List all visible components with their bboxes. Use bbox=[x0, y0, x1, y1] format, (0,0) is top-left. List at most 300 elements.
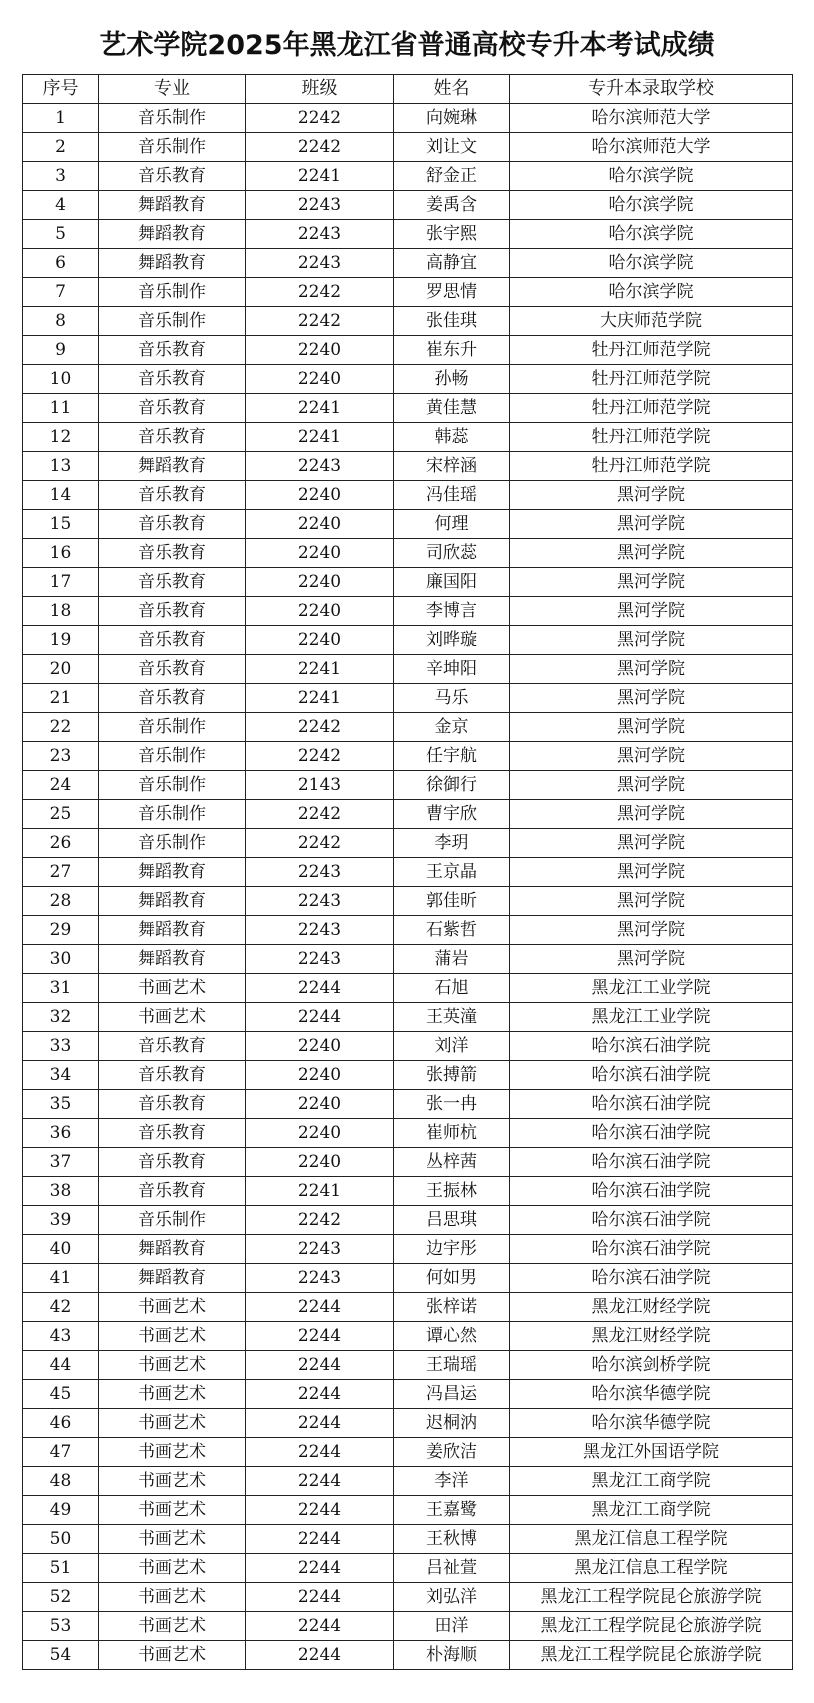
cell-name: 高静宜 bbox=[394, 249, 510, 278]
cell-index: 53 bbox=[23, 1612, 99, 1641]
table-row bbox=[23, 1206, 793, 1235]
cell-school: 哈尔滨学院 bbox=[510, 249, 793, 278]
cell-class: 2240 bbox=[246, 626, 394, 655]
cell-name: 崔东升 bbox=[394, 336, 510, 365]
cell-school: 黑河学院 bbox=[510, 510, 793, 539]
cell-class: 2242 bbox=[246, 278, 394, 307]
table-row bbox=[23, 133, 793, 162]
cell-major: 书画艺术 bbox=[99, 1496, 246, 1525]
cell-school: 牡丹江师范学院 bbox=[510, 336, 793, 365]
header-major: 专业 bbox=[99, 75, 246, 104]
cell-name: 张一冉 bbox=[394, 1090, 510, 1119]
cell-class: 2241 bbox=[246, 394, 394, 423]
cell-index: 11 bbox=[23, 394, 99, 423]
cell-index: 36 bbox=[23, 1119, 99, 1148]
table-row bbox=[23, 1612, 793, 1641]
cell-index: 3 bbox=[23, 162, 99, 191]
cell-school: 哈尔滨石油学院 bbox=[510, 1090, 793, 1119]
cell-index: 28 bbox=[23, 887, 99, 916]
cell-class: 2244 bbox=[246, 1525, 394, 1554]
cell-index: 27 bbox=[23, 858, 99, 887]
cell-name: 朴海顺 bbox=[394, 1641, 510, 1670]
cell-name: 张佳琪 bbox=[394, 307, 510, 336]
cell-school: 黑河学院 bbox=[510, 481, 793, 510]
table-row bbox=[23, 1003, 793, 1032]
table-row bbox=[23, 1061, 793, 1090]
cell-index: 26 bbox=[23, 829, 99, 858]
cell-school: 黑河学院 bbox=[510, 916, 793, 945]
cell-school: 哈尔滨师范大学 bbox=[510, 104, 793, 133]
table-row bbox=[23, 539, 793, 568]
cell-name: 谭心然 bbox=[394, 1322, 510, 1351]
cell-class: 2243 bbox=[246, 220, 394, 249]
cell-index: 39 bbox=[23, 1206, 99, 1235]
cell-class: 2243 bbox=[246, 887, 394, 916]
cell-school: 哈尔滨剑桥学院 bbox=[510, 1351, 793, 1380]
cell-name: 刘让文 bbox=[394, 133, 510, 162]
table-row bbox=[23, 1148, 793, 1177]
cell-name: 姜欣洁 bbox=[394, 1438, 510, 1467]
cell-index: 30 bbox=[23, 945, 99, 974]
cell-major: 音乐教育 bbox=[99, 336, 246, 365]
cell-class: 2244 bbox=[246, 1583, 394, 1612]
cell-school: 哈尔滨石油学院 bbox=[510, 1061, 793, 1090]
cell-major: 舞蹈教育 bbox=[99, 858, 246, 887]
cell-major: 音乐教育 bbox=[99, 1148, 246, 1177]
cell-major: 音乐教育 bbox=[99, 1177, 246, 1206]
cell-major: 音乐制作 bbox=[99, 278, 246, 307]
cell-class: 2143 bbox=[246, 771, 394, 800]
cell-major: 书画艺术 bbox=[99, 1525, 246, 1554]
table-row bbox=[23, 1525, 793, 1554]
table-row bbox=[23, 423, 793, 452]
cell-major: 书画艺术 bbox=[99, 1293, 246, 1322]
cell-name: 崔师杭 bbox=[394, 1119, 510, 1148]
table-row bbox=[23, 481, 793, 510]
cell-class: 2244 bbox=[246, 1409, 394, 1438]
table-row bbox=[23, 1583, 793, 1612]
table-header bbox=[23, 75, 793, 104]
table-row bbox=[23, 307, 793, 336]
cell-index: 31 bbox=[23, 974, 99, 1003]
cell-name: 蒲岩 bbox=[394, 945, 510, 974]
cell-index: 34 bbox=[23, 1061, 99, 1090]
cell-index: 47 bbox=[23, 1438, 99, 1467]
cell-index: 50 bbox=[23, 1525, 99, 1554]
table-row bbox=[23, 858, 793, 887]
cell-index: 35 bbox=[23, 1090, 99, 1119]
cell-school: 哈尔滨石油学院 bbox=[510, 1206, 793, 1235]
cell-class: 2240 bbox=[246, 1090, 394, 1119]
cell-name: 田洋 bbox=[394, 1612, 510, 1641]
cell-class: 2240 bbox=[246, 510, 394, 539]
cell-name: 张宇熙 bbox=[394, 220, 510, 249]
cell-index: 17 bbox=[23, 568, 99, 597]
table-row bbox=[23, 394, 793, 423]
cell-major: 舞蹈教育 bbox=[99, 916, 246, 945]
cell-name: 姜禹含 bbox=[394, 191, 510, 220]
table-row bbox=[23, 191, 793, 220]
cell-school: 哈尔滨石油学院 bbox=[510, 1032, 793, 1061]
cell-class: 2240 bbox=[246, 365, 394, 394]
cell-school: 黑河学院 bbox=[510, 945, 793, 974]
cell-name: 石紫哲 bbox=[394, 916, 510, 945]
cell-index: 33 bbox=[23, 1032, 99, 1061]
cell-index: 8 bbox=[23, 307, 99, 336]
cell-class: 2244 bbox=[246, 1003, 394, 1032]
cell-class: 2240 bbox=[246, 1119, 394, 1148]
cell-class: 2244 bbox=[246, 1322, 394, 1351]
cell-index: 54 bbox=[23, 1641, 99, 1670]
cell-school: 牡丹江师范学院 bbox=[510, 423, 793, 452]
cell-index: 25 bbox=[23, 800, 99, 829]
cell-major: 音乐教育 bbox=[99, 1061, 246, 1090]
table-row bbox=[23, 655, 793, 684]
cell-index: 22 bbox=[23, 713, 99, 742]
cell-index: 5 bbox=[23, 220, 99, 249]
cell-name: 刘晔璇 bbox=[394, 626, 510, 655]
header-class: 班级 bbox=[246, 75, 394, 104]
cell-name: 王振林 bbox=[394, 1177, 510, 1206]
table-row bbox=[23, 597, 793, 626]
cell-index: 14 bbox=[23, 481, 99, 510]
table-row bbox=[23, 249, 793, 278]
cell-index: 20 bbox=[23, 655, 99, 684]
cell-school: 黑龙江信息工程学院 bbox=[510, 1554, 793, 1583]
cell-school: 黑龙江外国语学院 bbox=[510, 1438, 793, 1467]
cell-index: 29 bbox=[23, 916, 99, 945]
cell-school: 大庆师范学院 bbox=[510, 307, 793, 336]
cell-school: 哈尔滨石油学院 bbox=[510, 1177, 793, 1206]
table-row bbox=[23, 1235, 793, 1264]
table-row bbox=[23, 829, 793, 858]
cell-index: 24 bbox=[23, 771, 99, 800]
table-row bbox=[23, 1641, 793, 1670]
cell-name: 吕祉萱 bbox=[394, 1554, 510, 1583]
cell-major: 音乐教育 bbox=[99, 365, 246, 394]
header-school: 专升本录取学校 bbox=[510, 75, 793, 104]
cell-school: 黑河学院 bbox=[510, 771, 793, 800]
cell-index: 37 bbox=[23, 1148, 99, 1177]
cell-class: 2242 bbox=[246, 800, 394, 829]
page-title: 艺术学院2025年黑龙江省普通高校专升本考试成绩 bbox=[99, 30, 715, 61]
cell-school: 黑龙江工程学院昆仑旅游学院 bbox=[510, 1583, 793, 1612]
cell-school: 黑龙江工商学院 bbox=[510, 1467, 793, 1496]
cell-major: 音乐教育 bbox=[99, 394, 246, 423]
cell-name: 徐御行 bbox=[394, 771, 510, 800]
cell-school: 哈尔滨学院 bbox=[510, 278, 793, 307]
cell-name: 宋梓涵 bbox=[394, 452, 510, 481]
cell-index: 12 bbox=[23, 423, 99, 452]
cell-major: 书画艺术 bbox=[99, 1003, 246, 1032]
cell-name: 李博言 bbox=[394, 597, 510, 626]
cell-index: 2 bbox=[23, 133, 99, 162]
cell-school: 黑龙江工商学院 bbox=[510, 1496, 793, 1525]
cell-index: 4 bbox=[23, 191, 99, 220]
cell-index: 45 bbox=[23, 1380, 99, 1409]
cell-major: 音乐制作 bbox=[99, 829, 246, 858]
table-row bbox=[23, 626, 793, 655]
cell-index: 38 bbox=[23, 1177, 99, 1206]
cell-class: 2243 bbox=[246, 858, 394, 887]
cell-major: 音乐制作 bbox=[99, 713, 246, 742]
cell-school: 黑河学院 bbox=[510, 655, 793, 684]
cell-name: 何如男 bbox=[394, 1264, 510, 1293]
cell-school: 哈尔滨石油学院 bbox=[510, 1119, 793, 1148]
cell-index: 15 bbox=[23, 510, 99, 539]
cell-school: 哈尔滨石油学院 bbox=[510, 1264, 793, 1293]
cell-index: 23 bbox=[23, 742, 99, 771]
cell-major: 舞蹈教育 bbox=[99, 220, 246, 249]
cell-class: 2240 bbox=[246, 481, 394, 510]
cell-class: 2244 bbox=[246, 1351, 394, 1380]
table-row bbox=[23, 974, 793, 1003]
cell-index: 51 bbox=[23, 1554, 99, 1583]
cell-school: 黑河学院 bbox=[510, 800, 793, 829]
table-row bbox=[23, 336, 793, 365]
cell-name: 石旭 bbox=[394, 974, 510, 1003]
table-row bbox=[23, 1264, 793, 1293]
cell-major: 舞蹈教育 bbox=[99, 191, 246, 220]
cell-class: 2242 bbox=[246, 133, 394, 162]
cell-index: 21 bbox=[23, 684, 99, 713]
header-index: 序号 bbox=[23, 75, 99, 104]
cell-name: 黄佳慧 bbox=[394, 394, 510, 423]
table-row bbox=[23, 568, 793, 597]
cell-name: 郭佳昕 bbox=[394, 887, 510, 916]
cell-school: 黑龙江财经学院 bbox=[510, 1322, 793, 1351]
cell-major: 书画艺术 bbox=[99, 1409, 246, 1438]
cell-index: 49 bbox=[23, 1496, 99, 1525]
cell-major: 音乐教育 bbox=[99, 539, 246, 568]
table-row bbox=[23, 945, 793, 974]
table-row bbox=[23, 1090, 793, 1119]
cell-school: 牡丹江师范学院 bbox=[510, 452, 793, 481]
cell-class: 2242 bbox=[246, 104, 394, 133]
cell-class: 2244 bbox=[246, 1554, 394, 1583]
cell-name: 孙畅 bbox=[394, 365, 510, 394]
cell-major: 书画艺术 bbox=[99, 1554, 246, 1583]
cell-class: 2240 bbox=[246, 539, 394, 568]
cell-name: 曹宇欣 bbox=[394, 800, 510, 829]
cell-major: 书画艺术 bbox=[99, 974, 246, 1003]
table-body bbox=[23, 104, 793, 1670]
cell-name: 韩蕊 bbox=[394, 423, 510, 452]
cell-class: 2244 bbox=[246, 1293, 394, 1322]
cell-class: 2243 bbox=[246, 1235, 394, 1264]
score-table bbox=[22, 74, 793, 1670]
cell-name: 丛梓茜 bbox=[394, 1148, 510, 1177]
cell-index: 43 bbox=[23, 1322, 99, 1351]
cell-major: 舞蹈教育 bbox=[99, 1235, 246, 1264]
cell-name: 刘弘洋 bbox=[394, 1583, 510, 1612]
cell-major: 音乐教育 bbox=[99, 162, 246, 191]
cell-index: 7 bbox=[23, 278, 99, 307]
cell-school: 黑龙江信息工程学院 bbox=[510, 1525, 793, 1554]
cell-major: 音乐教育 bbox=[99, 626, 246, 655]
cell-school: 哈尔滨学院 bbox=[510, 162, 793, 191]
cell-class: 2242 bbox=[246, 1206, 394, 1235]
cell-major: 音乐制作 bbox=[99, 104, 246, 133]
cell-major: 音乐教育 bbox=[99, 481, 246, 510]
cell-major: 书画艺术 bbox=[99, 1322, 246, 1351]
cell-index: 10 bbox=[23, 365, 99, 394]
cell-major: 音乐制作 bbox=[99, 800, 246, 829]
cell-major: 音乐制作 bbox=[99, 771, 246, 800]
cell-school: 哈尔滨华德学院 bbox=[510, 1380, 793, 1409]
cell-major: 书画艺术 bbox=[99, 1351, 246, 1380]
cell-class: 2241 bbox=[246, 162, 394, 191]
cell-class: 2243 bbox=[246, 945, 394, 974]
cell-class: 2244 bbox=[246, 1612, 394, 1641]
cell-class: 2241 bbox=[246, 1177, 394, 1206]
cell-school: 黑龙江工程学院昆仑旅游学院 bbox=[510, 1612, 793, 1641]
table-row bbox=[23, 365, 793, 394]
cell-name: 李玥 bbox=[394, 829, 510, 858]
table-row bbox=[23, 1467, 793, 1496]
cell-name: 金京 bbox=[394, 713, 510, 742]
table-row bbox=[23, 916, 793, 945]
cell-class: 2242 bbox=[246, 713, 394, 742]
cell-major: 书画艺术 bbox=[99, 1438, 246, 1467]
cell-school: 黑河学院 bbox=[510, 568, 793, 597]
cell-major: 书画艺术 bbox=[99, 1467, 246, 1496]
cell-class: 2240 bbox=[246, 568, 394, 597]
cell-school: 黑龙江工业学院 bbox=[510, 974, 793, 1003]
cell-school: 黑河学院 bbox=[510, 858, 793, 887]
cell-major: 音乐教育 bbox=[99, 1032, 246, 1061]
table-row bbox=[23, 771, 793, 800]
cell-name: 冯佳瑶 bbox=[394, 481, 510, 510]
cell-major: 音乐教育 bbox=[99, 655, 246, 684]
cell-school: 黑河学院 bbox=[510, 713, 793, 742]
cell-index: 19 bbox=[23, 626, 99, 655]
cell-school: 牡丹江师范学院 bbox=[510, 394, 793, 423]
table-row bbox=[23, 1554, 793, 1583]
cell-index: 18 bbox=[23, 597, 99, 626]
cell-class: 2242 bbox=[246, 829, 394, 858]
table-row bbox=[23, 278, 793, 307]
cell-school: 黑河学院 bbox=[510, 626, 793, 655]
cell-name: 马乐 bbox=[394, 684, 510, 713]
cell-name: 舒金正 bbox=[394, 162, 510, 191]
cell-name: 王英潼 bbox=[394, 1003, 510, 1032]
cell-school: 哈尔滨学院 bbox=[510, 220, 793, 249]
cell-class: 2244 bbox=[246, 1380, 394, 1409]
table-row bbox=[23, 1032, 793, 1061]
cell-class: 2244 bbox=[246, 1641, 394, 1670]
cell-school: 哈尔滨学院 bbox=[510, 191, 793, 220]
cell-class: 2243 bbox=[246, 249, 394, 278]
cell-major: 音乐制作 bbox=[99, 307, 246, 336]
table-row bbox=[23, 713, 793, 742]
cell-name: 刘洋 bbox=[394, 1032, 510, 1061]
cell-index: 44 bbox=[23, 1351, 99, 1380]
cell-name: 王嘉鹭 bbox=[394, 1496, 510, 1525]
cell-class: 2244 bbox=[246, 1467, 394, 1496]
table-row bbox=[23, 1322, 793, 1351]
table-row bbox=[23, 800, 793, 829]
cell-class: 2240 bbox=[246, 597, 394, 626]
cell-class: 2243 bbox=[246, 1264, 394, 1293]
cell-major: 舞蹈教育 bbox=[99, 1264, 246, 1293]
cell-class: 2241 bbox=[246, 655, 394, 684]
table-row bbox=[23, 510, 793, 539]
cell-school: 哈尔滨师范大学 bbox=[510, 133, 793, 162]
table-row bbox=[23, 452, 793, 481]
cell-name: 冯昌运 bbox=[394, 1380, 510, 1409]
cell-major: 音乐教育 bbox=[99, 568, 246, 597]
cell-school: 哈尔滨石油学院 bbox=[510, 1235, 793, 1264]
cell-index: 6 bbox=[23, 249, 99, 278]
table-row bbox=[23, 742, 793, 771]
cell-class: 2243 bbox=[246, 191, 394, 220]
cell-name: 罗思情 bbox=[394, 278, 510, 307]
cell-index: 40 bbox=[23, 1235, 99, 1264]
cell-name: 向婉琳 bbox=[394, 104, 510, 133]
cell-school: 黑河学院 bbox=[510, 597, 793, 626]
cell-school: 黑龙江工业学院 bbox=[510, 1003, 793, 1032]
cell-name: 王瑞瑶 bbox=[394, 1351, 510, 1380]
cell-class: 2242 bbox=[246, 742, 394, 771]
cell-major: 音乐制作 bbox=[99, 1206, 246, 1235]
cell-name: 迟桐汭 bbox=[394, 1409, 510, 1438]
table-row bbox=[23, 104, 793, 133]
cell-name: 王秋博 bbox=[394, 1525, 510, 1554]
cell-class: 2241 bbox=[246, 423, 394, 452]
table-row bbox=[23, 887, 793, 916]
cell-major: 舞蹈教育 bbox=[99, 249, 246, 278]
cell-name: 司欣蕊 bbox=[394, 539, 510, 568]
cell-name: 廉国阳 bbox=[394, 568, 510, 597]
cell-name: 何理 bbox=[394, 510, 510, 539]
cell-name: 李洋 bbox=[394, 1467, 510, 1496]
cell-major: 音乐教育 bbox=[99, 597, 246, 626]
cell-class: 2244 bbox=[246, 1438, 394, 1467]
cell-index: 9 bbox=[23, 336, 99, 365]
cell-class: 2240 bbox=[246, 1148, 394, 1177]
cell-name: 边宇彤 bbox=[394, 1235, 510, 1264]
cell-major: 音乐教育 bbox=[99, 1119, 246, 1148]
cell-class: 2241 bbox=[246, 684, 394, 713]
cell-school: 黑河学院 bbox=[510, 829, 793, 858]
cell-major: 音乐制作 bbox=[99, 133, 246, 162]
table-row bbox=[23, 1409, 793, 1438]
cell-class: 2240 bbox=[246, 1061, 394, 1090]
header-row bbox=[23, 75, 793, 104]
cell-major: 书画艺术 bbox=[99, 1380, 246, 1409]
cell-major: 书画艺术 bbox=[99, 1641, 246, 1670]
cell-class: 2240 bbox=[246, 336, 394, 365]
header-name: 姓名 bbox=[394, 75, 510, 104]
cell-major: 音乐教育 bbox=[99, 684, 246, 713]
table-row bbox=[23, 1438, 793, 1467]
table-row bbox=[23, 1177, 793, 1206]
table-row bbox=[23, 1293, 793, 1322]
cell-class: 2242 bbox=[246, 307, 394, 336]
cell-name: 辛坤阳 bbox=[394, 655, 510, 684]
cell-index: 32 bbox=[23, 1003, 99, 1032]
cell-index: 16 bbox=[23, 539, 99, 568]
table-row bbox=[23, 1496, 793, 1525]
cell-class: 2243 bbox=[246, 916, 394, 945]
cell-class: 2244 bbox=[246, 1496, 394, 1525]
cell-index: 48 bbox=[23, 1467, 99, 1496]
cell-major: 音乐教育 bbox=[99, 1090, 246, 1119]
cell-school: 哈尔滨石油学院 bbox=[510, 1148, 793, 1177]
cell-major: 音乐教育 bbox=[99, 423, 246, 452]
cell-school: 黑河学院 bbox=[510, 539, 793, 568]
